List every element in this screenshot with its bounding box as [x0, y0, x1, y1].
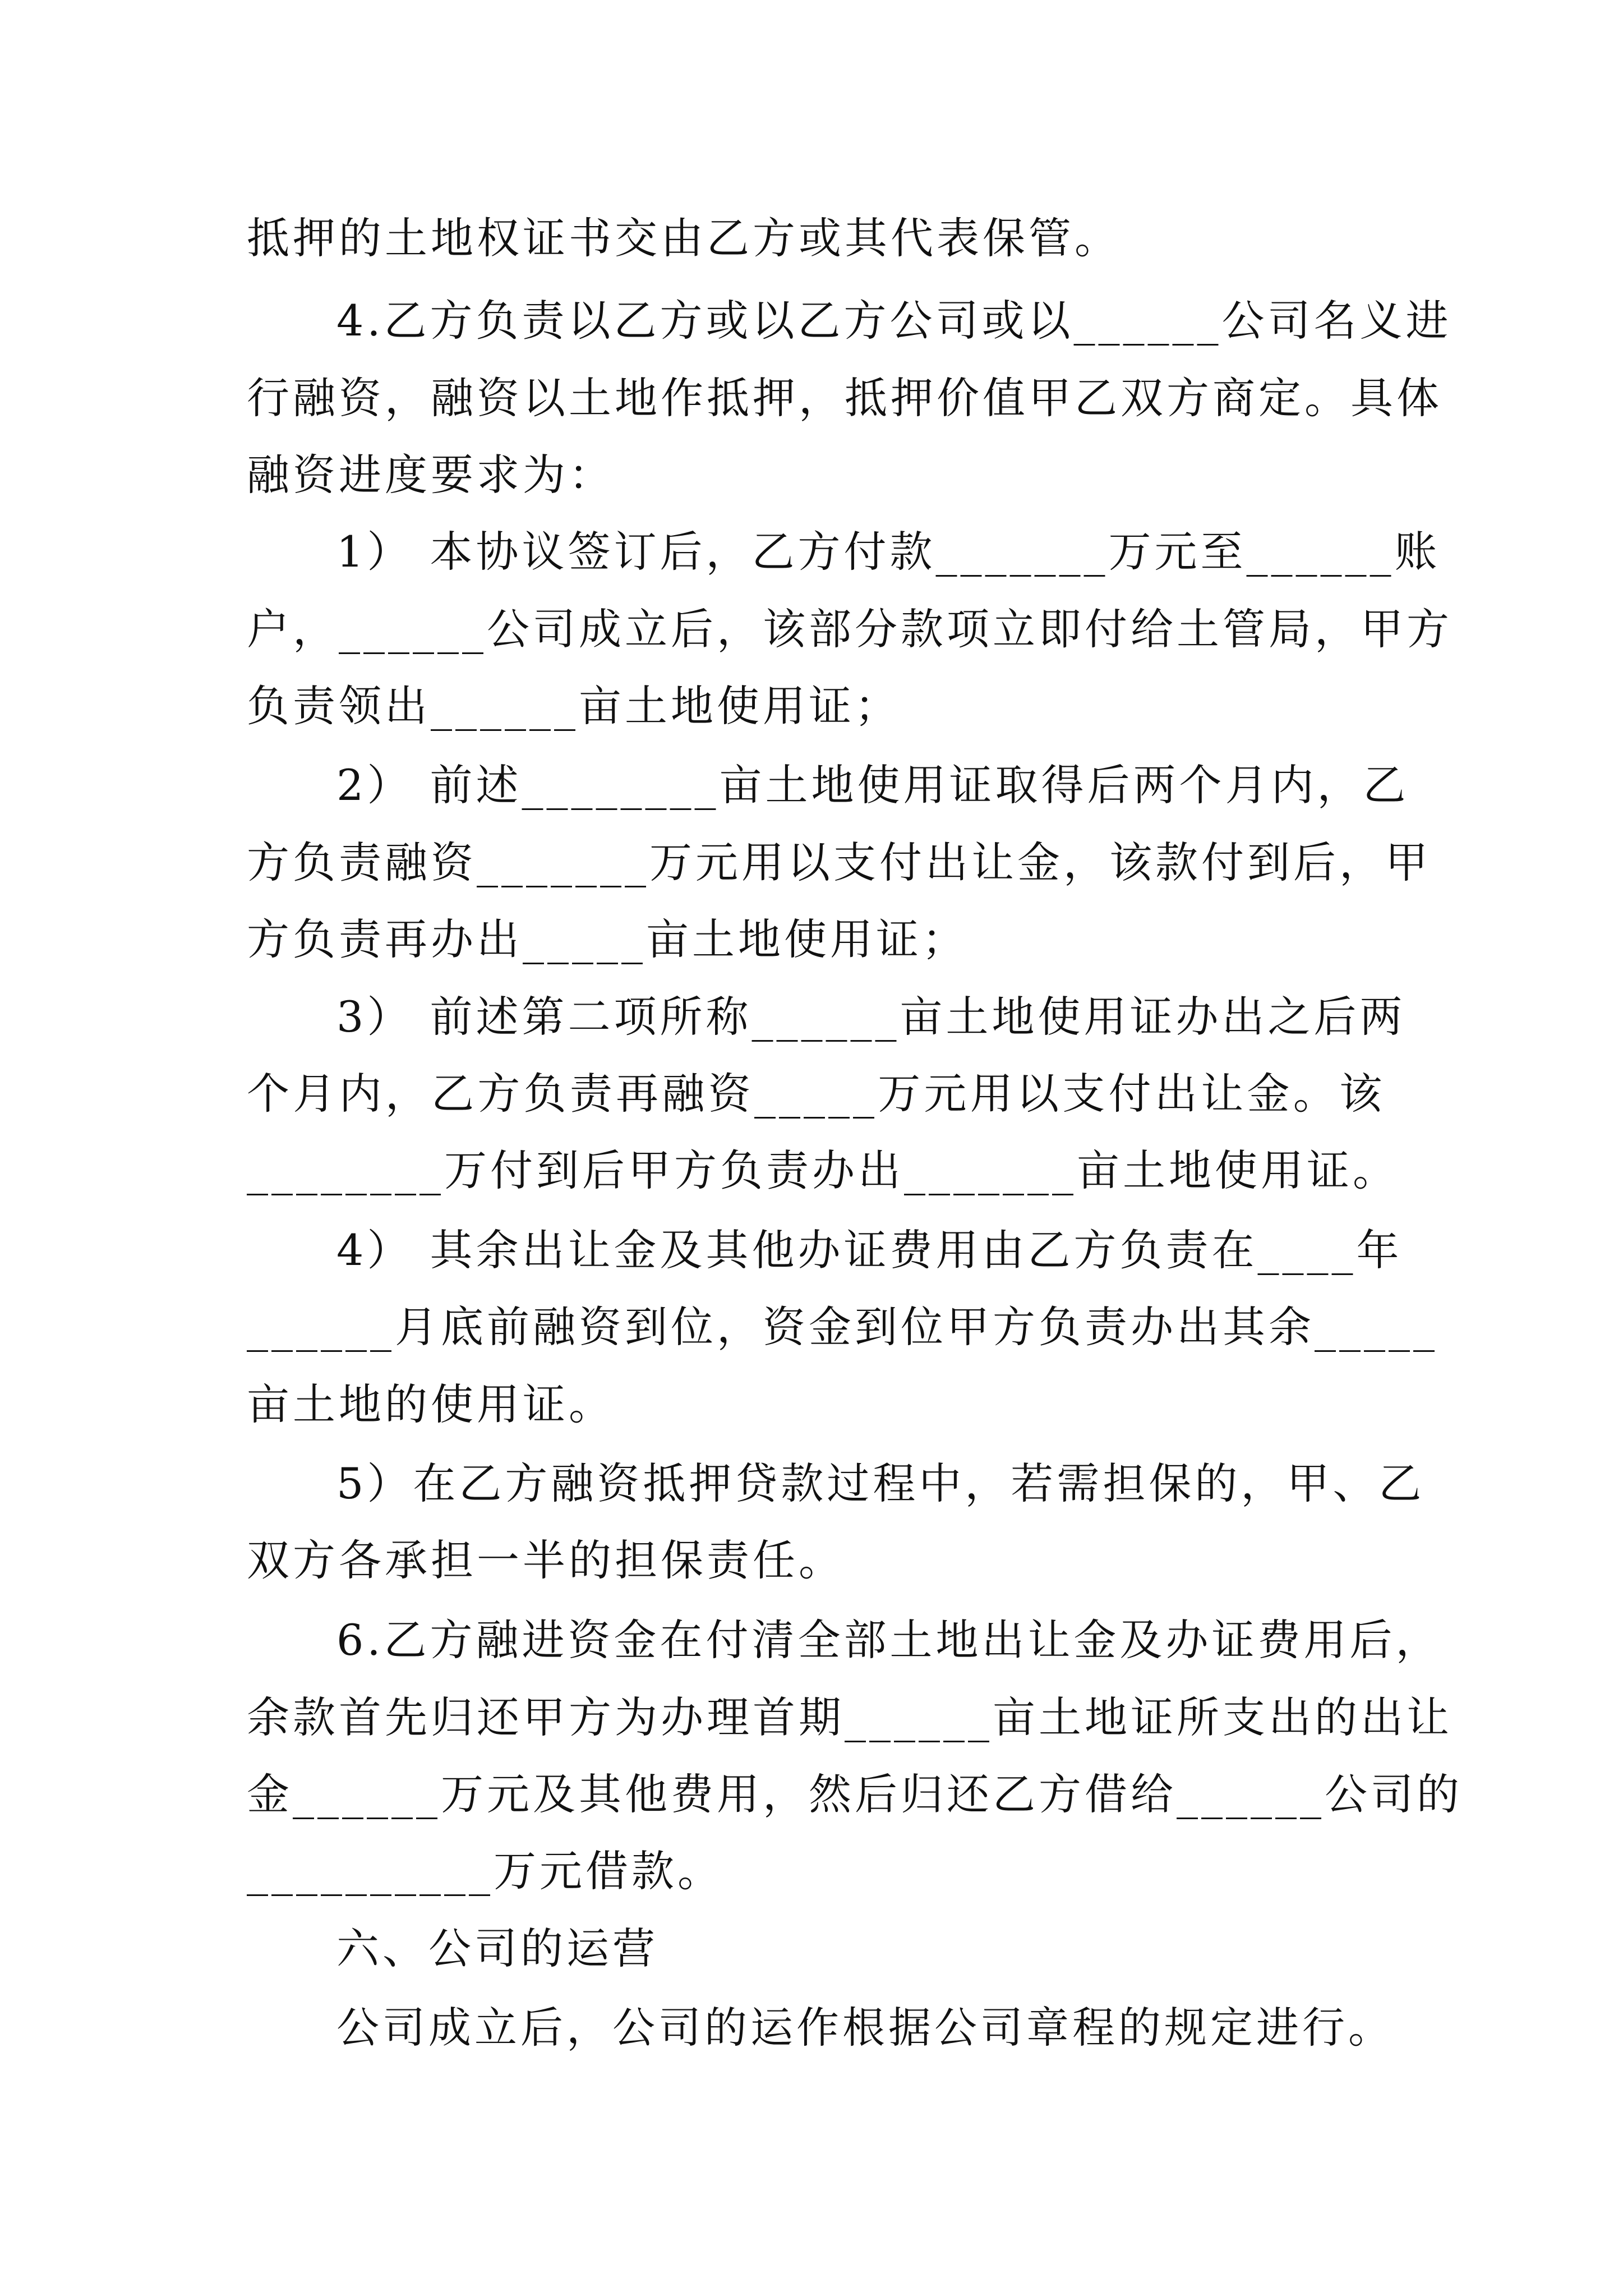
text-line: 抵押的土地权证书交由乙方或其代表保管。 — [247, 213, 1121, 263]
text-line: 6.乙方融进资金在付清全部土地出让金及办证费用后， — [336, 1615, 1442, 1665]
text-line: 4） 其余出让金及其他办证费用由乙方负责在____年 — [336, 1225, 1403, 1275]
text-line: 3） 前述第二项所称______亩土地使用证办出之后两 — [336, 992, 1406, 1042]
text-line: 4.乙方负责以乙方或以乙方公司或以______公司名义进 — [336, 296, 1452, 346]
text-line: ______月底前融资到位，资金到位甲方负责办出其余_____ — [247, 1302, 1438, 1352]
text-line: 个月内，乙方负责再融资_____万元用以支付出让金。该 — [247, 1069, 1385, 1119]
text-line: 户，______公司成立后，该部分款项立即付给土管局，甲方 — [247, 604, 1453, 654]
text-line: 方负责再办出_____亩土地使用证； — [247, 914, 968, 964]
text-line: 融资进度要求为： — [247, 450, 615, 500]
text-line: 2） 前述________亩土地使用证取得后两个月内，乙 — [336, 760, 1409, 810]
text-line: ________万付到后甲方负责办出_______亩土地使用证。 — [247, 1145, 1399, 1195]
text-line: 金______万元及其他费用，然后归还乙方借给______公司的 — [247, 1769, 1463, 1819]
text-line: 公司成立后，公司的运作根据公司章程的规定进行。 — [336, 2003, 1394, 2053]
text-line: __________万元借款。 — [247, 1846, 723, 1896]
text-line: 方负责融资_______万元用以支付出让金，该款付到后，甲 — [247, 838, 1431, 887]
text-line: 负责领出______亩土地使用证； — [247, 681, 901, 731]
text-line: 1） 本协议签订后，乙方付款_______万元至______账 — [336, 527, 1441, 577]
section-heading: 六、公司的运营 — [336, 1924, 658, 1973]
text-line: 5）在乙方融资抵押贷款过程中，若需担保的，甲、乙 — [336, 1458, 1425, 1508]
text-line: 亩土地的使用证。 — [247, 1379, 615, 1429]
text-line: 双方各承担一半的担保责任。 — [247, 1535, 845, 1585]
text-line: 余款首先归还甲方为办理首期______亩土地证所支出的出让 — [247, 1692, 1453, 1742]
text-line: 行融资，融资以土地作抵押，抵押价值甲乙双方商定。具体 — [247, 373, 1442, 423]
